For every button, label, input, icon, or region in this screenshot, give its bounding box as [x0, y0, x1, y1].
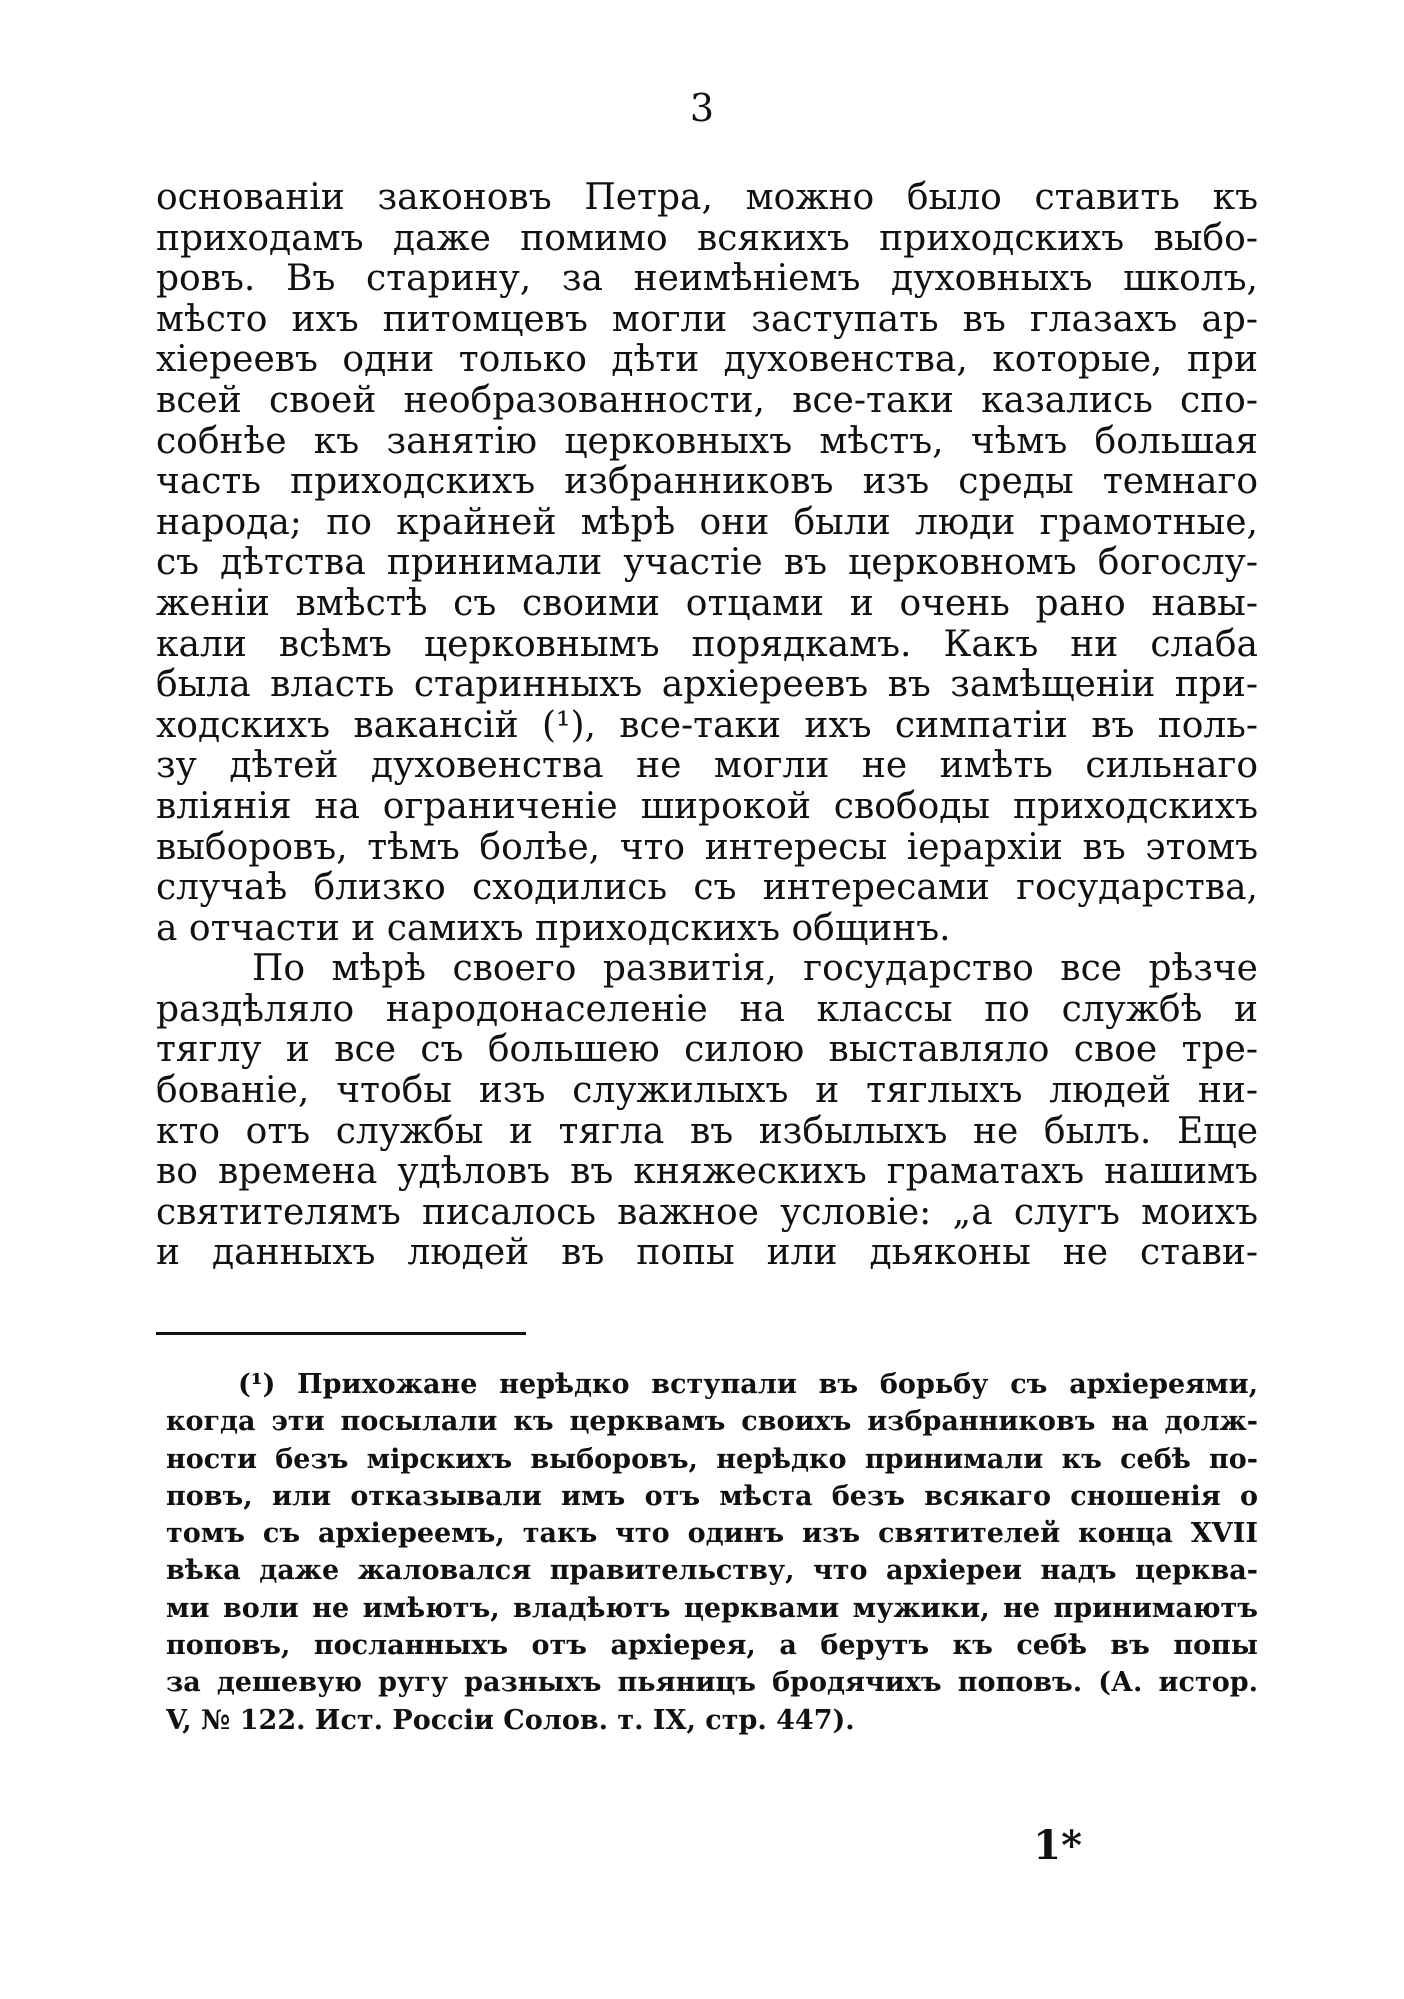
footnote-line: повъ, или отказывали имъ отъ мѣста безъ всякаго сношенiя о: [166, 1480, 1258, 1512]
footnote-line: когда эти посылали къ церквамъ своихъ избранниковъ на долж-: [166, 1406, 1258, 1438]
text-line: народа; по крайней мѣрѣ они были люди грамотные,: [156, 502, 1258, 543]
footnote-line: за дешевую ругу разныхъ пьяницъ бродячихъ поповъ. (А. истор.: [166, 1667, 1258, 1699]
text-line: мѣсто ихъ питомцевъ могли заступать въ глазахъ ар-: [156, 299, 1258, 340]
footnote-line: (¹) Прихожане нерѣдко вступали въ борьбу съ архiереями,: [238, 1369, 1258, 1400]
text-line: приходамъ даже помимо всякихъ приходскихъ выбо-: [156, 218, 1258, 259]
text-line: раздѣляло народонаселенiе на классы по службѣ и: [156, 989, 1258, 1030]
text-line: тяглу и все съ большею силою выставляло свое тре-: [156, 1030, 1258, 1071]
footnote-line: V, № 122. Ист. Россiи Солов. т. IX, стр. 447).: [166, 1704, 855, 1736]
footnote-line: ности безъ мiрскихъ выборовъ, нерѣдко принимали къ себѣ по-: [166, 1443, 1258, 1475]
page-number: 3: [689, 86, 715, 130]
text-line: и данныхъ людей въ попы или дьяконы не стави-: [156, 1233, 1258, 1274]
text-line: основанiи законовъ Петра, можно было ставить къ: [156, 178, 1258, 218]
text-line: святителямъ писалось важное условiе: „а слугъ моихъ: [156, 1192, 1258, 1233]
text-line: бованiе, чтобы изъ служилыхъ и тяглыхъ людей ни-: [156, 1071, 1258, 1112]
footnote-line: томъ съ архiереемъ, такъ что одинъ изъ святителей конца XVII: [166, 1518, 1258, 1550]
text-line: зу дѣтей духовенства не могли не имѣть сильнаго: [156, 746, 1258, 787]
footnote-line: ми воли не имѣютъ, владѣютъ церквами мужики, не принимаютъ: [166, 1592, 1258, 1624]
text-line: собнѣе къ занятiю церковныхъ мѣстъ, чѣмъ большая: [156, 421, 1258, 462]
footnote: [166, 1366, 1258, 1739]
text-line: случаѣ близко сходились съ интересами государства,: [156, 868, 1258, 909]
footnote-line: вѣка даже жаловался правительству, что архiереи надъ церква-: [166, 1555, 1258, 1587]
text-line: кали всѣмъ церковнымъ порядкамъ. Какъ ни слаба: [156, 624, 1258, 665]
paragraph-start-line: По мѣрѣ своего развитiя, государство все рѣзче: [252, 949, 1258, 990]
text-line: ходскихъ вакансiй (¹), все-таки ихъ симпатiи въ поль-: [156, 705, 1258, 746]
footnote-divider: [156, 1332, 526, 1335]
text-line: часть приходскихъ избранниковъ изъ среды темнаго: [156, 462, 1258, 503]
text-line: съ дѣтства принимали участiе въ церковномъ богослу-: [156, 543, 1258, 584]
text-line: была власть старинныхъ архiереевъ въ замѣщенiи при-: [156, 665, 1258, 706]
footnote-line: поповъ, посланныхъ отъ архiерея, а берутъ къ себѣ въ попы: [166, 1630, 1258, 1662]
text-line: женiи вмѣстѣ съ своими отцами и очень рано навы-: [156, 583, 1258, 624]
text-line: хiереевъ одни только дѣти духовенства, которые, при: [156, 340, 1258, 381]
text-line: ровъ. Въ старину, за неимѣнiемъ духовныхъ школъ,: [156, 259, 1258, 300]
text-line: выборовъ, тѣмъ болѣе, что интересы iерархiи въ этомъ: [156, 827, 1258, 868]
main-text: [156, 178, 1258, 1274]
paragraph-end-line: а отчасти и самихъ приходскихъ общинъ.: [156, 908, 951, 949]
text-line: во времена удѣловъ въ княжескихъ граматахъ нашимъ: [156, 1152, 1258, 1193]
text-line: всей своей необразованности, все-таки казались спо-: [156, 380, 1258, 421]
text-line: влiянiя на ограниченiе широкой свободы приходскихъ: [156, 786, 1258, 827]
printer-signature-mark: 1*: [1033, 1822, 1082, 1869]
text-line: кто отъ службы и тягла въ избылыхъ не былъ. Еще: [156, 1111, 1258, 1152]
